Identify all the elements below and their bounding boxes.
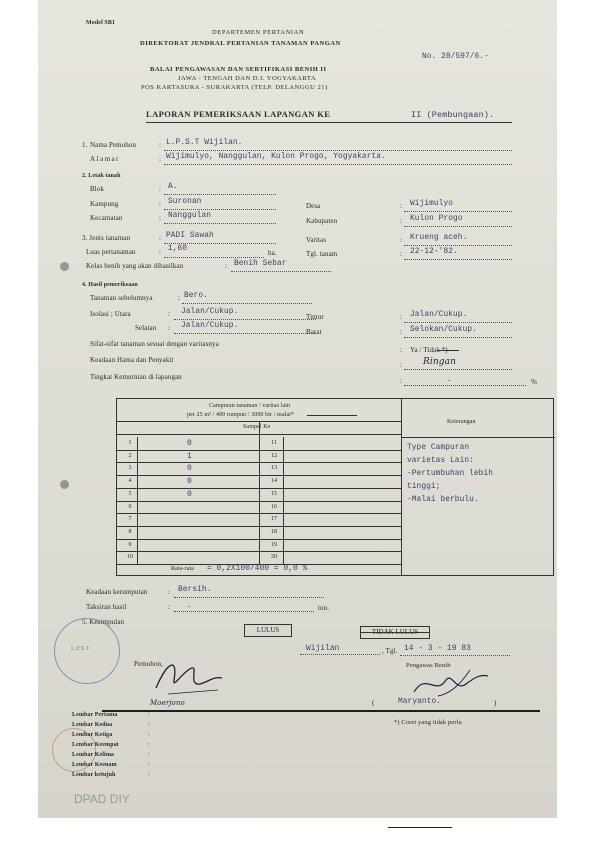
strike-header [307, 415, 357, 416]
strike-tidak [437, 350, 459, 351]
punch-hole [60, 480, 69, 489]
fill-line [400, 655, 510, 656]
section2-label: 2. Letak tanah [82, 173, 121, 179]
strike-tidak-lulus [360, 632, 430, 633]
sample-number: 16 [271, 503, 277, 510]
office-line3: POS KARTASURA - SURAKARTA (TELP. DELANGGU 21) [141, 84, 328, 91]
inspector-signature [408, 666, 498, 702]
fill-line [174, 597, 324, 598]
taksiran-label: Taksiran hasil [86, 603, 127, 611]
sample-number: 3 [128, 465, 132, 472]
desa-value: Wijimulyo [410, 200, 454, 208]
applicant-name-value: L.P.S.T Wijilan. [166, 139, 243, 147]
sifat-value: Ya / Tidak *) [410, 346, 448, 354]
distribution-colon: : [148, 762, 150, 768]
kebersihan-label: Keadaan kerumputan [86, 588, 148, 596]
kemurnian-value: - [448, 376, 451, 384]
kemurnian-unit: % [531, 378, 537, 386]
applicant-name-label: Nama Pemohon [90, 141, 137, 149]
hama-value: Ringan [423, 357, 456, 367]
fill-line [174, 611, 314, 612]
sample-number: 18 [271, 528, 277, 535]
luas-unit: ha. [268, 249, 277, 257]
fill-line [404, 245, 512, 246]
tanaman-sebelum-value: Bero. [184, 292, 208, 300]
fill-line [174, 319, 316, 320]
signature-rule [102, 710, 540, 712]
barat-label: Barat [306, 328, 322, 336]
fill-line [231, 271, 331, 272]
table-col-rule [137, 437, 138, 564]
kecamatan-label: Kecamatan [90, 214, 123, 222]
table-header-line1: Campuran tanaman / varitas lain [209, 403, 291, 409]
distribution-item: Lembar ketujuh [72, 772, 116, 778]
fill-line [174, 333, 316, 334]
fill-line [404, 369, 512, 370]
signer-left-name: Moerjono [150, 699, 185, 707]
distribution-item: Lembar Kedua [72, 722, 113, 728]
sample-value: 0 [187, 477, 192, 487]
hama-label: Keadaan Hama dan Penyakit [90, 356, 174, 364]
kabupaten-value: Kulon Progo [410, 215, 463, 223]
jenis-tanaman-label: 3. Jenis tanaman [82, 234, 131, 242]
fill-line [164, 194, 276, 195]
sampel-label: Sampel Ke [243, 424, 271, 430]
tgl-tanam-value: 22-12-'82. [410, 248, 458, 256]
fill-line [182, 303, 312, 304]
sample-number: 17 [271, 516, 277, 523]
utara-value: Jalan/Cukup. [181, 308, 239, 316]
tgl-tanam-label: Tgl. tanam [306, 250, 338, 258]
sample-number: 2 [128, 452, 132, 459]
document-number: No. 28/597/6.- [422, 53, 489, 61]
isolasi-label: Isolasi ; Utara [90, 310, 131, 318]
timur-label: Timur [306, 313, 324, 321]
jenis-tanaman-value: PADI Sawah [166, 232, 214, 240]
taksiran-value: - [188, 602, 191, 610]
sample-number: 1 [128, 440, 132, 446]
sample-number: 19 [271, 541, 277, 548]
fill-line [404, 226, 512, 227]
office-line2: JAWA - TENGAH DAN D.I. YOGYAKARTA [178, 75, 317, 82]
luas-value: 1,60 [168, 245, 188, 253]
keterangan-line: -Malai berbulu. [407, 496, 479, 504]
address-label: Alamat [90, 155, 120, 163]
kebersihan-value: Bersih. [178, 586, 212, 594]
report-title-value: II (Pembungaan). [411, 110, 495, 120]
table-divider [401, 399, 402, 575]
document-page: Model SB1 DEPARTEMEN PERTANIAN DIREKTORAT JENDRAL PERTANIAN TANAMAN PANGAN No. 28/597/6.- BALAI PENGAWASAN DAN SERTIFIKASI BENIH II JAWA - TENGAH DAN D.I. YOGYAKARTA POS KARTASURA - SURAKARTA (TELP. DELANGGU 21) LAPORAN PEMERIKSAAN LAPANGAN KE II (Pembungaan). 1. Nama Pemohon : L.P.S.T Wijilan. Alamat : Wijimulyo, Nanggulan, Kulon Progo, Yogyakarta. 2. Letak tanah Blok : A. Kampung : Suronan Desa : Wijimulyo Kecamatan : Nanggulan Kabupaten : Kulon Progo 3. Jenis tanaman : PADI Sawah Varitas : Krueng aceh. Luas pertanaman : 1,60 ha. Tgl. tanam : 22-12-'82. Kelas benih yang akan dihasilkan : Benih Sebar 4. Hasil pemeriksaan Tanaman sebelumnya : Bero. Isolasi ; Utara : Jalan/Cukup. Timur : Jalan/Cukup. Selatan : Jalan/Cukup. Barat : Selokan/Cukup. Sifat-sifat tanaman sesuai dengan varitasnya : Ya / Tidak *) Keadaan Hama dan Penyakit : Ringan Tingkat Kemurnian di lapangan : - % Campuran tanaman / varitas lain per 25 m² / 400 rumpun / 3000 btr / malai* Sampel Ke Keterangan 1 0 11 2 1 12 3 0 13 4 0 14 5 0 15 6 16 7 17 8 18 9 19 10 20 Rata-rata = 0,2X100/400 = 0,0 % Type Campuran varietas Lain: -Pertumbuhan lebih tinggi; -Malai berbulu. Keadaan kerumputan : Bersih. Taksiran hasil : - ton. 5. Kesimpulan LULUS TIDAK LULUS Wijilan , Tgl. 14 - 3 - 19 83 Pemohon, Pengawas Benih Moerjono ( Maryanto. ) *) Coret yang tidak perlu L.P.S.T. Lembar Pertama : Lembar Kedua : Lembar Ketiga : Lembar Keempat : Lembar Kelima : Lembar Keenam : Lembar ketujuh : DPAD DIY [38, 0, 557, 818]
table-col-rule [259, 421, 260, 564]
timur-value: Jalan/Cukup. [410, 311, 468, 319]
sample-number: 13 [271, 465, 277, 472]
table-rule [401, 437, 555, 438]
blok-label: Blok [90, 185, 105, 193]
fill-line [404, 337, 512, 338]
distribution-colon: : [148, 732, 150, 738]
fill-line [404, 385, 526, 386]
fill-line [164, 257, 264, 258]
kesimpulan-label: 5. Kesimpulan [82, 618, 125, 626]
kelas-value: Benih Sebar [234, 260, 287, 268]
kemurnian-label: Tingkat Kemurnian di lapangan [90, 373, 182, 381]
distribution-item: Lembar Kelima [72, 752, 115, 758]
fill-line [164, 164, 512, 165]
selatan-value: Jalan/Cukup. [181, 322, 239, 330]
place-value: Wijilan [306, 645, 340, 653]
blok-value: A. [168, 183, 178, 191]
distribution-colon: : [148, 752, 150, 758]
fill-line [164, 243, 276, 244]
title-underline [146, 122, 512, 123]
sample-number: 20 [271, 554, 277, 561]
applicant-signature [148, 650, 238, 700]
page-footer-rule [388, 827, 452, 828]
sample-number: 10 [127, 554, 133, 561]
tgl-value: 14 - 3 - 19 83 [404, 645, 471, 653]
tidak-lulus-box: TIDAK LULUS [360, 626, 430, 639]
keterangan-line: varietas Lain: [407, 457, 474, 465]
sample-number: 7 [128, 516, 132, 523]
distribution-colon: : [148, 712, 150, 718]
directorate-name: DIREKTORAT JENDRAL PERTANIAN TANAMAN PANGAN [140, 40, 341, 47]
footnote: *) Coret yang tidak perlu [394, 719, 462, 726]
rata-label: Rata-rata [171, 566, 194, 572]
department-name: DEPARTEMEN PERTANIAN [212, 29, 305, 36]
section4-label: 4. Hasil pemeriksaan [82, 282, 138, 288]
sample-number: 9 [128, 541, 132, 548]
watermark: DPAD DIY [74, 792, 130, 806]
luas-label: Luas pertanaman [86, 248, 136, 256]
stamp-text: L.P.S.T. [71, 646, 91, 652]
keterangan-line: Type Campuran [407, 444, 470, 452]
kampung-label: Kampung [90, 200, 119, 208]
sample-number: 14 [271, 478, 277, 485]
distribution-colon: : [148, 742, 150, 748]
table-col-rule [283, 437, 284, 564]
desa-label: Desa [306, 202, 321, 210]
keterangan-line: -Pertumbuhan lebih [407, 470, 494, 478]
tanaman-sebelum-label: Tanaman sebelumnya [90, 294, 153, 302]
rata-value: = 0,2X100/400 = 0,0 % [207, 565, 308, 573]
pengawas-name: Maryanto. [398, 698, 442, 706]
tgl-label: , Tgl. [382, 647, 398, 655]
sample-value: 0 [187, 489, 192, 499]
sample-number: 15 [271, 490, 277, 497]
sample-value: 0 [187, 464, 192, 474]
sample-value: 1 [187, 451, 192, 461]
section1-number: 1. [82, 141, 88, 149]
distribution-item: Lembar Ketiga [72, 732, 113, 738]
fill-line [404, 259, 512, 260]
kabupaten-label: Kabupaten [306, 217, 338, 225]
sample-value: 0 [187, 439, 192, 448]
distribution-item: Lembar Keenam [72, 762, 117, 768]
distribution-item: Lembar Pertama [72, 712, 118, 718]
sample-table [116, 398, 554, 576]
pengawas-label: Pengawas Benih [406, 662, 451, 669]
sample-number: 4 [128, 478, 132, 485]
distribution-colon: : [148, 722, 150, 728]
address-value: Wijimulyo, Nanggulan, Kulon Progo, Yogyakarta. [166, 153, 386, 161]
fill-line [300, 654, 380, 655]
fill-line [404, 211, 512, 212]
barat-value: Selokan/Cukup. [410, 326, 477, 334]
distribution-item: Lembar Keempat [72, 742, 119, 748]
keterangan-label: Keterangan [447, 419, 476, 425]
distribution-colon: : [148, 772, 150, 778]
fill-line [164, 150, 512, 151]
sample-number: 11 [271, 440, 277, 446]
fill-line [164, 209, 276, 210]
keterangan-line: tinggi; [407, 483, 441, 491]
model-number: Model SB1 [86, 20, 116, 26]
fill-line [164, 223, 276, 224]
office-line1: BALAI PENGAWASAN DAN SERTIFIKASI BENIH II [150, 66, 327, 73]
pemohon-label: Pemohon, [134, 660, 163, 668]
official-stamp [54, 618, 120, 684]
punch-hole [60, 262, 69, 271]
kelas-label: Kelas benih yang akan dihasilkan [86, 262, 184, 270]
kecamatan-value: Nanggulan [168, 212, 212, 220]
taksiran-unit: ton. [318, 604, 330, 612]
sample-number: 8 [128, 528, 132, 535]
lulus-box: LULUS [244, 624, 292, 637]
varitas-label: Varitas [306, 236, 327, 244]
sample-number: 6 [128, 503, 132, 510]
sample-number: 12 [271, 452, 277, 459]
sifat-label: Sifat-sifat tanaman sesuai dengan varitasnya [90, 340, 219, 348]
kampung-value: Suronan [168, 198, 202, 206]
report-title: LAPORAN PEMERIKSAAN LAPANGAN KE [146, 109, 331, 119]
selatan-label: Selatan [135, 324, 157, 332]
varitas-value: Krueng aceh. [410, 234, 468, 242]
table-header-line2: per 25 m² / 400 rumpun / 3000 btr / malai* [187, 412, 294, 418]
fill-line [404, 322, 512, 323]
sample-number: 5 [128, 490, 132, 497]
